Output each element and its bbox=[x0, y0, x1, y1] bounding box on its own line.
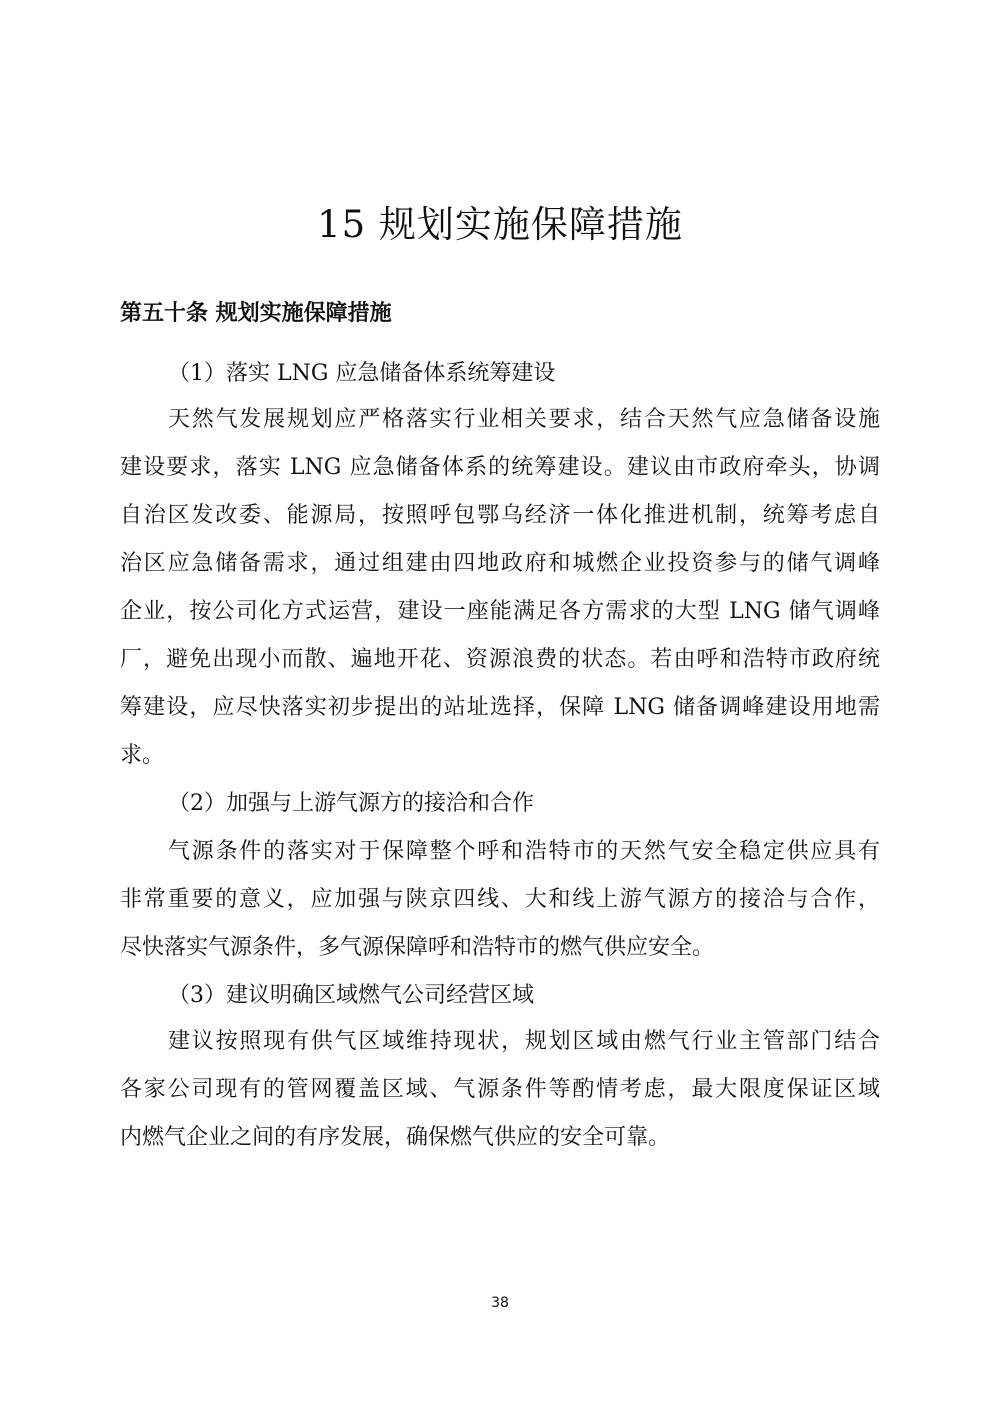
paragraph-line: 企业，按公司化方式运营，建设一座能满足各方需求的大型 LNG 储气调峰 bbox=[120, 599, 880, 624]
section-heading: （3）建议明确区域燃气公司经营区域 bbox=[168, 983, 534, 1008]
section-heading: （2）加强与上游气源方的接洽和合作 bbox=[168, 791, 534, 816]
paragraph-line: 治区应急储备需求，通过组建由四地政府和城燃企业投资参与的储气调峰 bbox=[120, 551, 880, 576]
paragraph-line: 建议按照现有供气区域维持现状，规划区域由燃气行业主管部门结合 bbox=[168, 1029, 880, 1054]
page-number: 38 bbox=[491, 1295, 509, 1311]
paragraph-line: 筹建设，应尽快落实初步提出的站址选择，保障 LNG 储备调峰建设用地需 bbox=[120, 695, 880, 720]
article-heading: 第五十条 规划实施保障措施 bbox=[120, 301, 392, 326]
section-heading: （1）落实 LNG 应急储备体系统筹建设 bbox=[168, 361, 556, 386]
paragraph-line: 非常重要的意义，应加强与陕京四线、大和线上游气源方的接洽与合作， bbox=[120, 887, 880, 912]
paragraph-line: 内燃气企业之间的有序发展，确保燃气供应的安全可靠。 bbox=[120, 1125, 671, 1150]
paragraph-line: 厂，避免出现小而散、遍地开花、资源浪费的状态。若由呼和浩特市政府统 bbox=[120, 647, 880, 672]
paragraph-line: 尽快落实气源条件，多气源保障呼和浩特市的燃气供应安全。 bbox=[120, 935, 715, 960]
paragraph-line: 建设要求，落实 LNG 应急储备体系的统筹建设。建议由市政府牵头，协调 bbox=[120, 455, 880, 480]
paragraph-line: 各家公司现有的管网覆盖区域、气源条件等酌情考虑，最大限度保证区域 bbox=[120, 1077, 880, 1102]
chapter-title: 15 规划实施保障措施 bbox=[317, 203, 683, 246]
paragraph-line: 求。 bbox=[120, 743, 165, 768]
paragraph-line: 自治区发改委、能源局，按照呼包鄂乌经济一体化推进机制，统筹考虑自 bbox=[120, 503, 880, 528]
paragraph-line: 气源条件的落实对于保障整个呼和浩特市的天然气安全稳定供应具有 bbox=[168, 839, 880, 864]
paragraph-line: 天然气发展规划应严格落实行业相关要求，结合天然气应急储备设施 bbox=[168, 407, 880, 432]
